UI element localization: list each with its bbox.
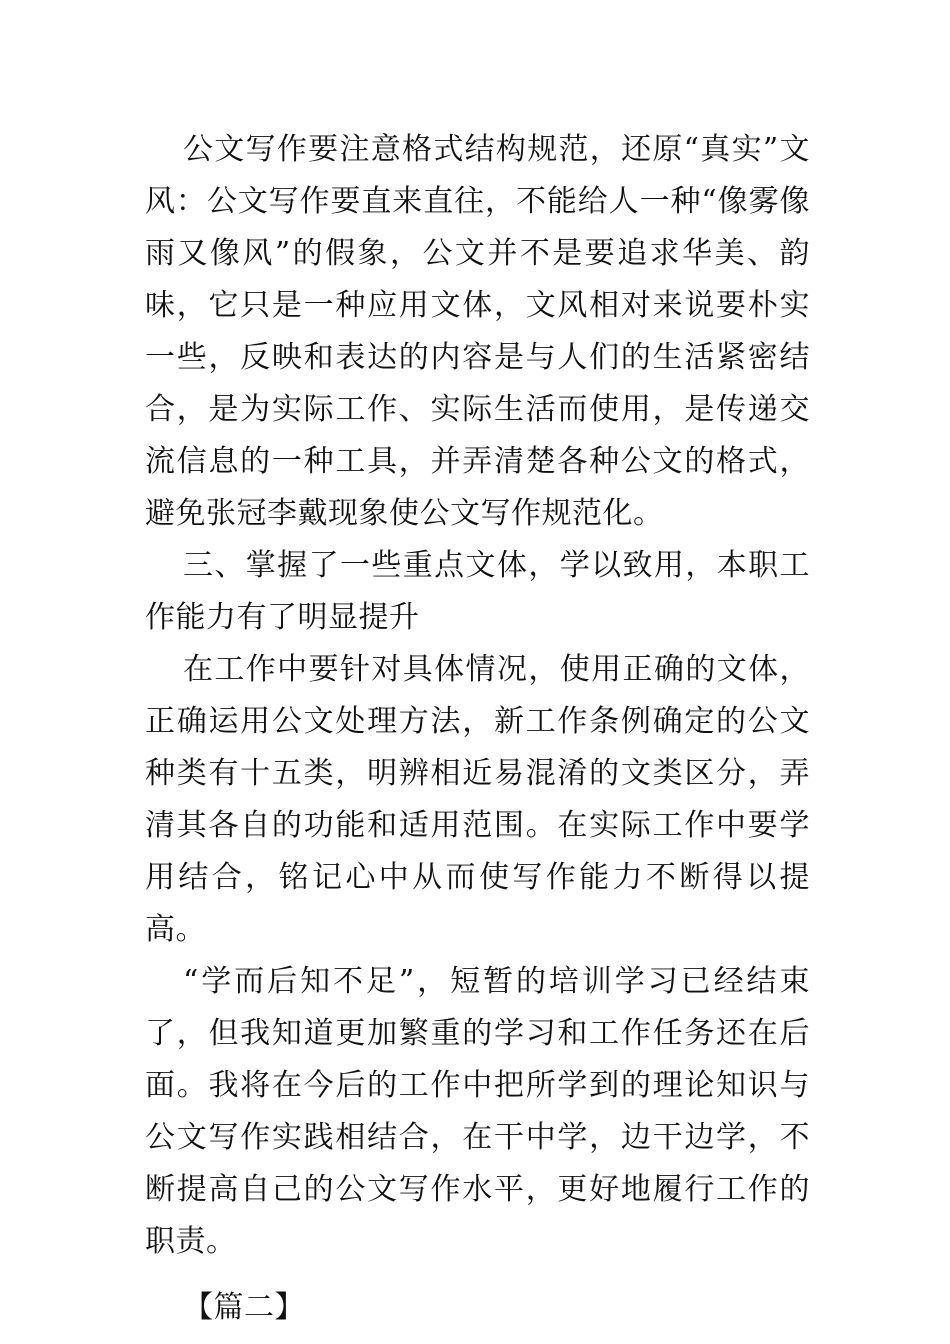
section-mark-part-two: 【篇二】	[183, 1290, 305, 1325]
heading-section-three: 三、掌握了一些重点文体，学以致用，本职工作能力有了明显提升	[145, 548, 810, 635]
paragraph-conclusion: “学而后知不足”，短暂的培训学习已经结束了，但我知道更加繁重的学习和工作任务还在后面。我将在今后的工作中把所学到的理论知识与公文写作实践相结合，在干中学，边干边学，不断提高自己的公文写作水平，更好地履行工作的职责。	[145, 964, 810, 1259]
paragraph-format-norms: 公文写作要注意格式结构规范，还原“真实”文风：公文写作要直来直往，不能给人一种“像雾像雨又像风”的假象，公文并不是要追求华美、韵味，它只是一种应用文体，文风相对来说要朴实一些，反映和表达的内容是与人们的生活紧密结合，是为实际工作、实际生活而使用，是传递交流信息的一种工具，并弄清楚各种公文的格式，避免张冠李戴现象使公文写作规范化。	[145, 132, 810, 531]
paragraph-apply-genres: 在工作中要针对具体情况，使用正确的文体，正确运用公文处理方法，新工作条例确定的公文种类有十五类，明辨相近易混淆的文类区分，弄清其各自的功能和适用范围。在实际工作中要学用结合，铭记心中从而使写作能力不断得以提高。	[145, 652, 810, 947]
document-body	[145, 124, 810, 1334]
